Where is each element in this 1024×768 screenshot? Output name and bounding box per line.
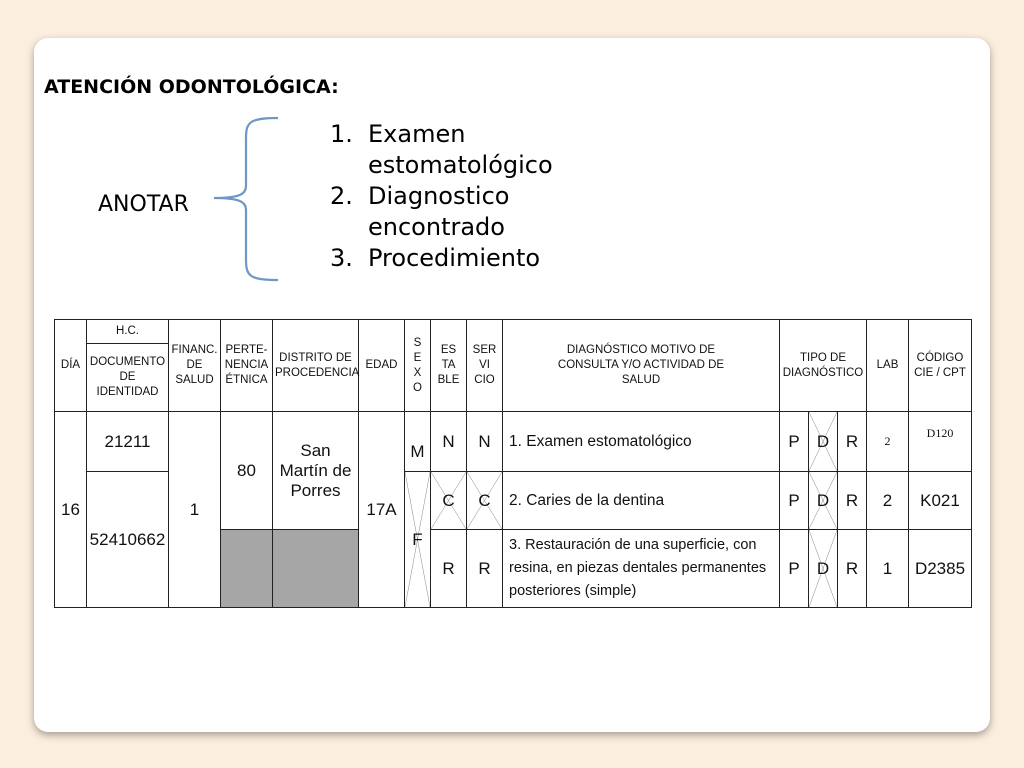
- cell-tipo-r: R: [838, 530, 867, 608]
- cell-hc: 21211: [87, 412, 169, 472]
- cell-diagnostico: 2. Caries de la dentina: [503, 472, 780, 530]
- step-text: Procedimiento: [368, 244, 541, 272]
- header-tipo: TIPO DE DIAGNÓSTICO: [780, 320, 867, 412]
- cell-diagnostico: 1. Examen estomatológico: [503, 412, 780, 472]
- cell-lab: 2: [867, 472, 909, 530]
- cell-codigo: D120: [909, 412, 972, 472]
- cell-documento: 52410662: [87, 472, 169, 608]
- curly-brace-icon: [210, 114, 282, 284]
- header-documento: DOCUMENTO DE IDENTIDAD: [87, 344, 169, 412]
- cell-sexo-m: M: [405, 412, 431, 472]
- cell-codigo: K021: [909, 472, 972, 530]
- header-dia: DÍA: [55, 320, 87, 412]
- cell-estable: C: [431, 472, 467, 530]
- cell-pertenencia-empty: [221, 530, 273, 608]
- cell-distrito-empty: [273, 530, 359, 608]
- cell-servicio: N: [467, 412, 503, 472]
- header-codigo: CÓDIGO CIE / CPT: [909, 320, 972, 412]
- cell-pertenencia: 80: [221, 412, 273, 530]
- anotar-label: ANOTAR: [98, 192, 189, 217]
- header-edad: EDAD: [359, 320, 405, 412]
- cell-sexo-f: F: [405, 472, 431, 608]
- cell-financ: 1: [169, 412, 221, 608]
- header-pertenencia: PERTE-NENCIA ÉTNICA: [221, 320, 273, 412]
- step-text: Examen estomatológico: [368, 120, 553, 179]
- cell-lab: 2: [867, 412, 909, 472]
- header-servicio: SER VI CIO: [467, 320, 503, 412]
- cell-lab: 1: [867, 530, 909, 608]
- cell-edad: 17A: [359, 412, 405, 608]
- cell-tipo-r: R: [838, 472, 867, 530]
- cell-tipo-r: R: [838, 412, 867, 472]
- cell-distrito: San Martín de Porres: [273, 412, 359, 530]
- list-item: [330, 181, 598, 243]
- header-estable: ES TA BLE: [431, 320, 467, 412]
- steps-list: [330, 119, 598, 274]
- header-distrito: DISTRITO DE PROCEDENCIA: [273, 320, 359, 412]
- cell-diagnostico: 3. Restauración de una superficie, con resina, en piezas dentales permanentes posteriores (simple): [503, 530, 780, 608]
- list-item: [330, 243, 598, 274]
- cell-codigo: D2385: [909, 530, 972, 608]
- step-text: Diagnostico encontrado: [368, 182, 510, 241]
- step-number: 2.: [330, 182, 353, 210]
- header-lab: LAB: [867, 320, 909, 412]
- cell-servicio: R: [467, 530, 503, 608]
- cell-servicio: C: [467, 472, 503, 530]
- cell-dia: 16: [55, 412, 87, 608]
- cell-tipo-p: P: [780, 530, 809, 608]
- header-sexo: S E X O: [405, 320, 431, 412]
- cell-tipo-p: P: [780, 412, 809, 472]
- step-number: 1.: [330, 120, 353, 148]
- cell-estable: R: [431, 530, 467, 608]
- step-number: 3.: [330, 244, 353, 272]
- registry-table: [54, 319, 972, 608]
- cell-tipo-d: D: [809, 530, 838, 608]
- cell-tipo-d: D: [809, 472, 838, 530]
- cell-tipo-d: D: [809, 412, 838, 472]
- cell-tipo-p: P: [780, 472, 809, 530]
- header-financ: FINANC. DE SALUD: [169, 320, 221, 412]
- cell-estable: N: [431, 412, 467, 472]
- header-hc: H.C.: [87, 320, 169, 344]
- page-title: ATENCIÓN ODONTOLÓGICA:: [44, 76, 339, 98]
- list-item: [330, 119, 598, 181]
- header-diagnostico: DIAGNÓSTICO MOTIVO DE CONSULTA Y/O ACTIVIDAD DE SALUD: [503, 320, 780, 412]
